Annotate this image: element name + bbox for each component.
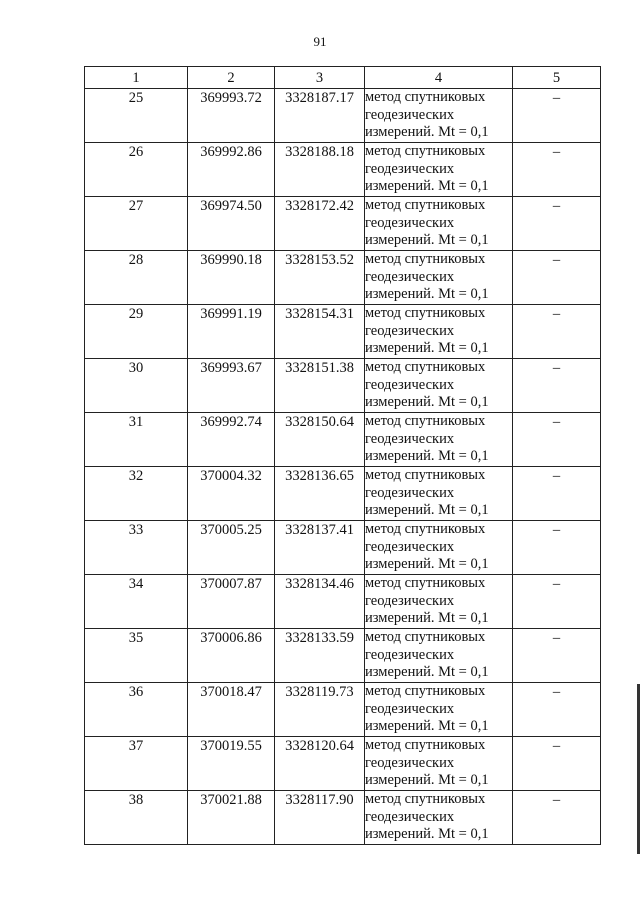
point-number: 28 [85,251,188,305]
method-description: метод спутниковых геодезических измерений. Mt = 0,1 [365,575,513,629]
coordinate-y: 3328133.59 [275,629,365,683]
point-number: 29 [85,305,188,359]
method-description: метод спутниковых геодезических измерений. Mt = 0,1 [365,305,513,359]
coordinate-x: 370019.55 [188,737,275,791]
coordinate-y: 3328120.64 [275,737,365,791]
coordinate-x: 370021.88 [188,791,275,845]
coordinate-x: 370005.25 [188,521,275,575]
table-row [85,197,601,251]
coordinate-y: 3328154.31 [275,305,365,359]
method-description: метод спутниковых геодезических измерений. Mt = 0,1 [365,143,513,197]
table-row [85,683,601,737]
method-description: метод спутниковых геодезических измерений. Mt = 0,1 [365,89,513,143]
point-number: 31 [85,413,188,467]
coordinate-x: 370004.32 [188,467,275,521]
point-number: 25 [85,89,188,143]
method-description: метод спутниковых геодезических измерений. Mt = 0,1 [365,359,513,413]
note: – [513,305,601,359]
coordinate-y: 3328153.52 [275,251,365,305]
table-row [85,521,601,575]
method-description: метод спутниковых геодезических измерений. Mt = 0,1 [365,413,513,467]
note: – [513,359,601,413]
table-row [85,413,601,467]
coordinate-y: 3328117.90 [275,791,365,845]
note: – [513,467,601,521]
coordinate-y: 3328137.41 [275,521,365,575]
coordinate-y: 3328150.64 [275,413,365,467]
note: – [513,89,601,143]
coordinate-x: 369993.72 [188,89,275,143]
note: – [513,197,601,251]
note: – [513,683,601,737]
method-description: метод спутниковых геодезических измерений. Mt = 0,1 [365,629,513,683]
point-number: 36 [85,683,188,737]
table-row [85,143,601,197]
coordinate-x: 370006.86 [188,629,275,683]
method-description: метод спутниковых геодезических измерений. Mt = 0,1 [365,683,513,737]
table-row [85,467,601,521]
table-row [85,89,601,143]
method-description: метод спутниковых геодезических измерений. Mt = 0,1 [365,737,513,791]
coordinate-x: 369974.50 [188,197,275,251]
note: – [513,521,601,575]
point-number: 26 [85,143,188,197]
coordinate-y: 3328187.17 [275,89,365,143]
coordinate-x: 369991.19 [188,305,275,359]
column-header-5: 5 [513,67,601,89]
coordinate-x: 369993.67 [188,359,275,413]
page-number: 91 [313,34,327,49]
method-description: метод спутниковых геодезических измерений. Mt = 0,1 [365,521,513,575]
table-row [85,737,601,791]
method-description: метод спутниковых геодезических измерений. Mt = 0,1 [365,197,513,251]
coordinate-y: 3328136.65 [275,467,365,521]
note: – [513,629,601,683]
note: – [513,737,601,791]
note: – [513,575,601,629]
table-row [85,359,601,413]
coordinate-y: 3328119.73 [275,683,365,737]
table-row [85,305,601,359]
point-number: 35 [85,629,188,683]
point-number: 30 [85,359,188,413]
coordinate-y: 3328188.18 [275,143,365,197]
method-description: метод спутниковых геодезических измерений. Mt = 0,1 [365,251,513,305]
note: – [513,791,601,845]
coordinate-x: 370018.47 [188,683,275,737]
coordinates-table [84,66,601,845]
coordinate-y: 3328172.42 [275,197,365,251]
column-header-2: 2 [188,67,275,89]
coordinate-x: 369992.74 [188,413,275,467]
coordinate-y: 3328151.38 [275,359,365,413]
point-number: 33 [85,521,188,575]
table-row [85,791,601,845]
point-number: 34 [85,575,188,629]
note: – [513,251,601,305]
point-number: 32 [85,467,188,521]
note: – [513,143,601,197]
note: – [513,413,601,467]
column-header-4: 4 [365,67,513,89]
coordinate-x: 369992.86 [188,143,275,197]
table-row [85,251,601,305]
point-number: 38 [85,791,188,845]
method-description: метод спутниковых геодезических измерений. Mt = 0,1 [365,467,513,521]
coordinate-x: 370007.87 [188,575,275,629]
coordinate-x: 369990.18 [188,251,275,305]
table-row [85,575,601,629]
point-number: 27 [85,197,188,251]
method-description: метод спутниковых геодезических измерений. Mt = 0,1 [365,791,513,845]
table-header-row [85,67,601,89]
column-header-3: 3 [275,67,365,89]
coordinate-y: 3328134.46 [275,575,365,629]
point-number: 37 [85,737,188,791]
table-row [85,629,601,683]
column-header-1: 1 [85,67,188,89]
